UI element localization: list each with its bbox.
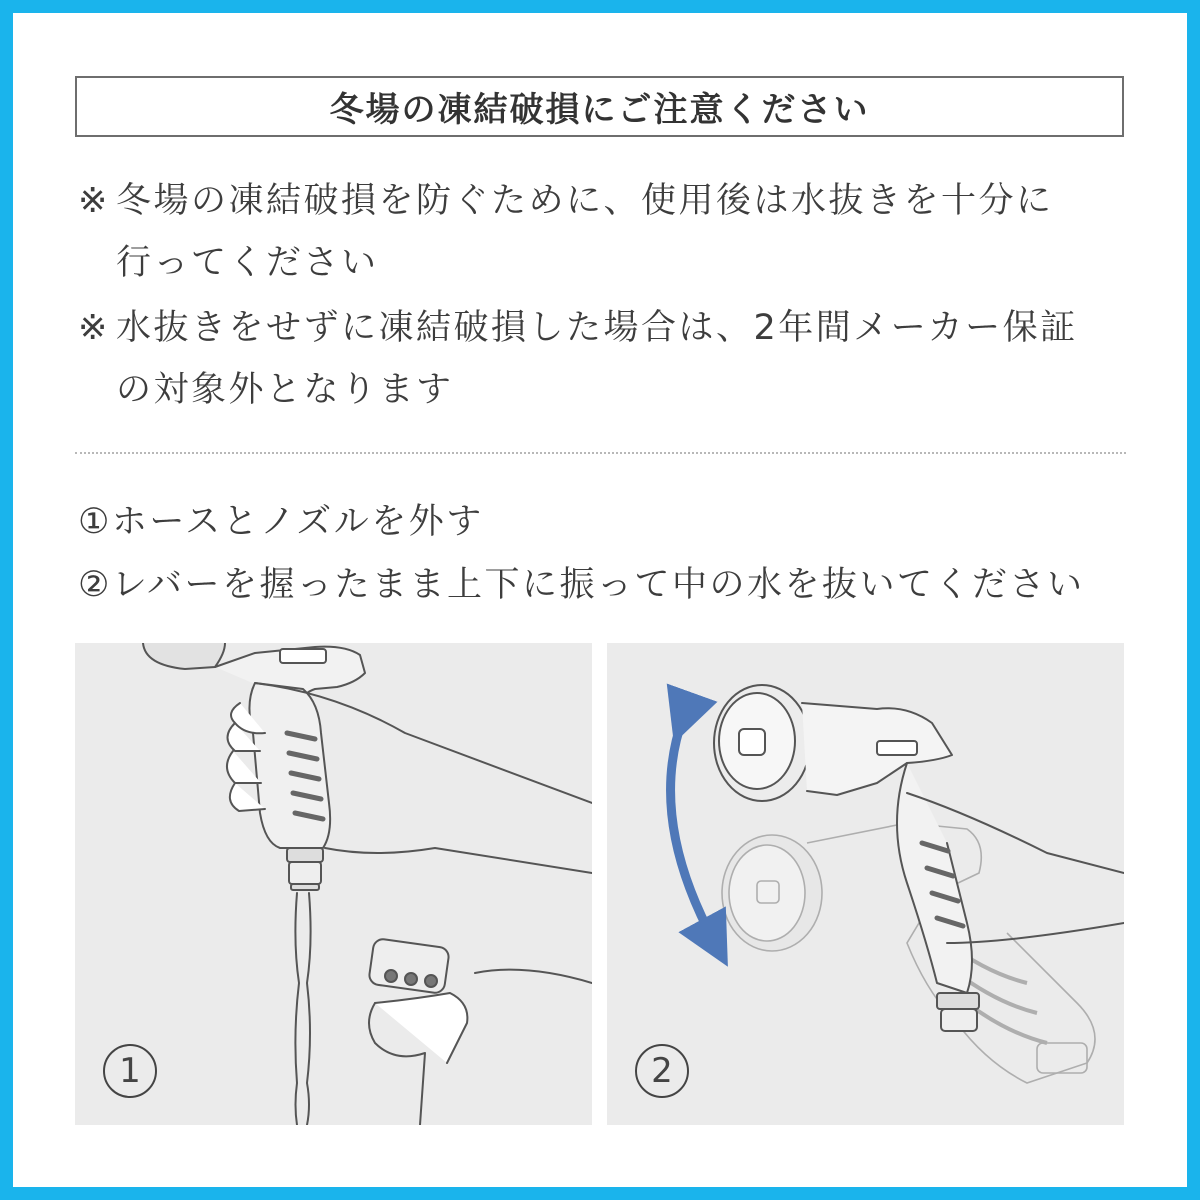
panel-1-badge: 1 xyxy=(103,1044,157,1098)
illustration-panel-2 xyxy=(607,643,1124,1125)
illustration-panel-1 xyxy=(75,643,592,1125)
panel-2-badge: 2 xyxy=(635,1044,689,1098)
note-1-line-2: 行ってください xyxy=(116,243,379,283)
step-2-number: ② xyxy=(78,565,112,605)
note-mark: ※ xyxy=(78,181,110,221)
note-mark: ※ xyxy=(78,308,110,348)
note-2-line-1: 水抜きをせずに凍結破損した場合は、2年間メーカー保証 xyxy=(116,308,1078,348)
page-title: 冬場の凍結破損にご注意ください xyxy=(75,76,1124,137)
note-2 xyxy=(78,297,1078,421)
step-1-text: ホースとノズルを外す xyxy=(111,502,484,542)
nozzle-shake-illustration xyxy=(607,643,1124,1125)
note-1 xyxy=(78,170,1054,294)
dotted-divider xyxy=(75,452,1126,454)
step-1 xyxy=(78,502,484,542)
note-2-line-2: の対象外となります xyxy=(116,370,454,410)
step-1-number: ① xyxy=(78,502,112,542)
step-2-text: レバーを握ったまま上下に振って中の水を抜いてください xyxy=(111,565,1085,605)
note-1-line-1: 冬場の凍結破損を防ぐために、使用後は水抜きを十分に xyxy=(116,181,1054,221)
hose-nozzle-detach-illustration xyxy=(75,643,592,1125)
step-2 xyxy=(78,565,1084,605)
